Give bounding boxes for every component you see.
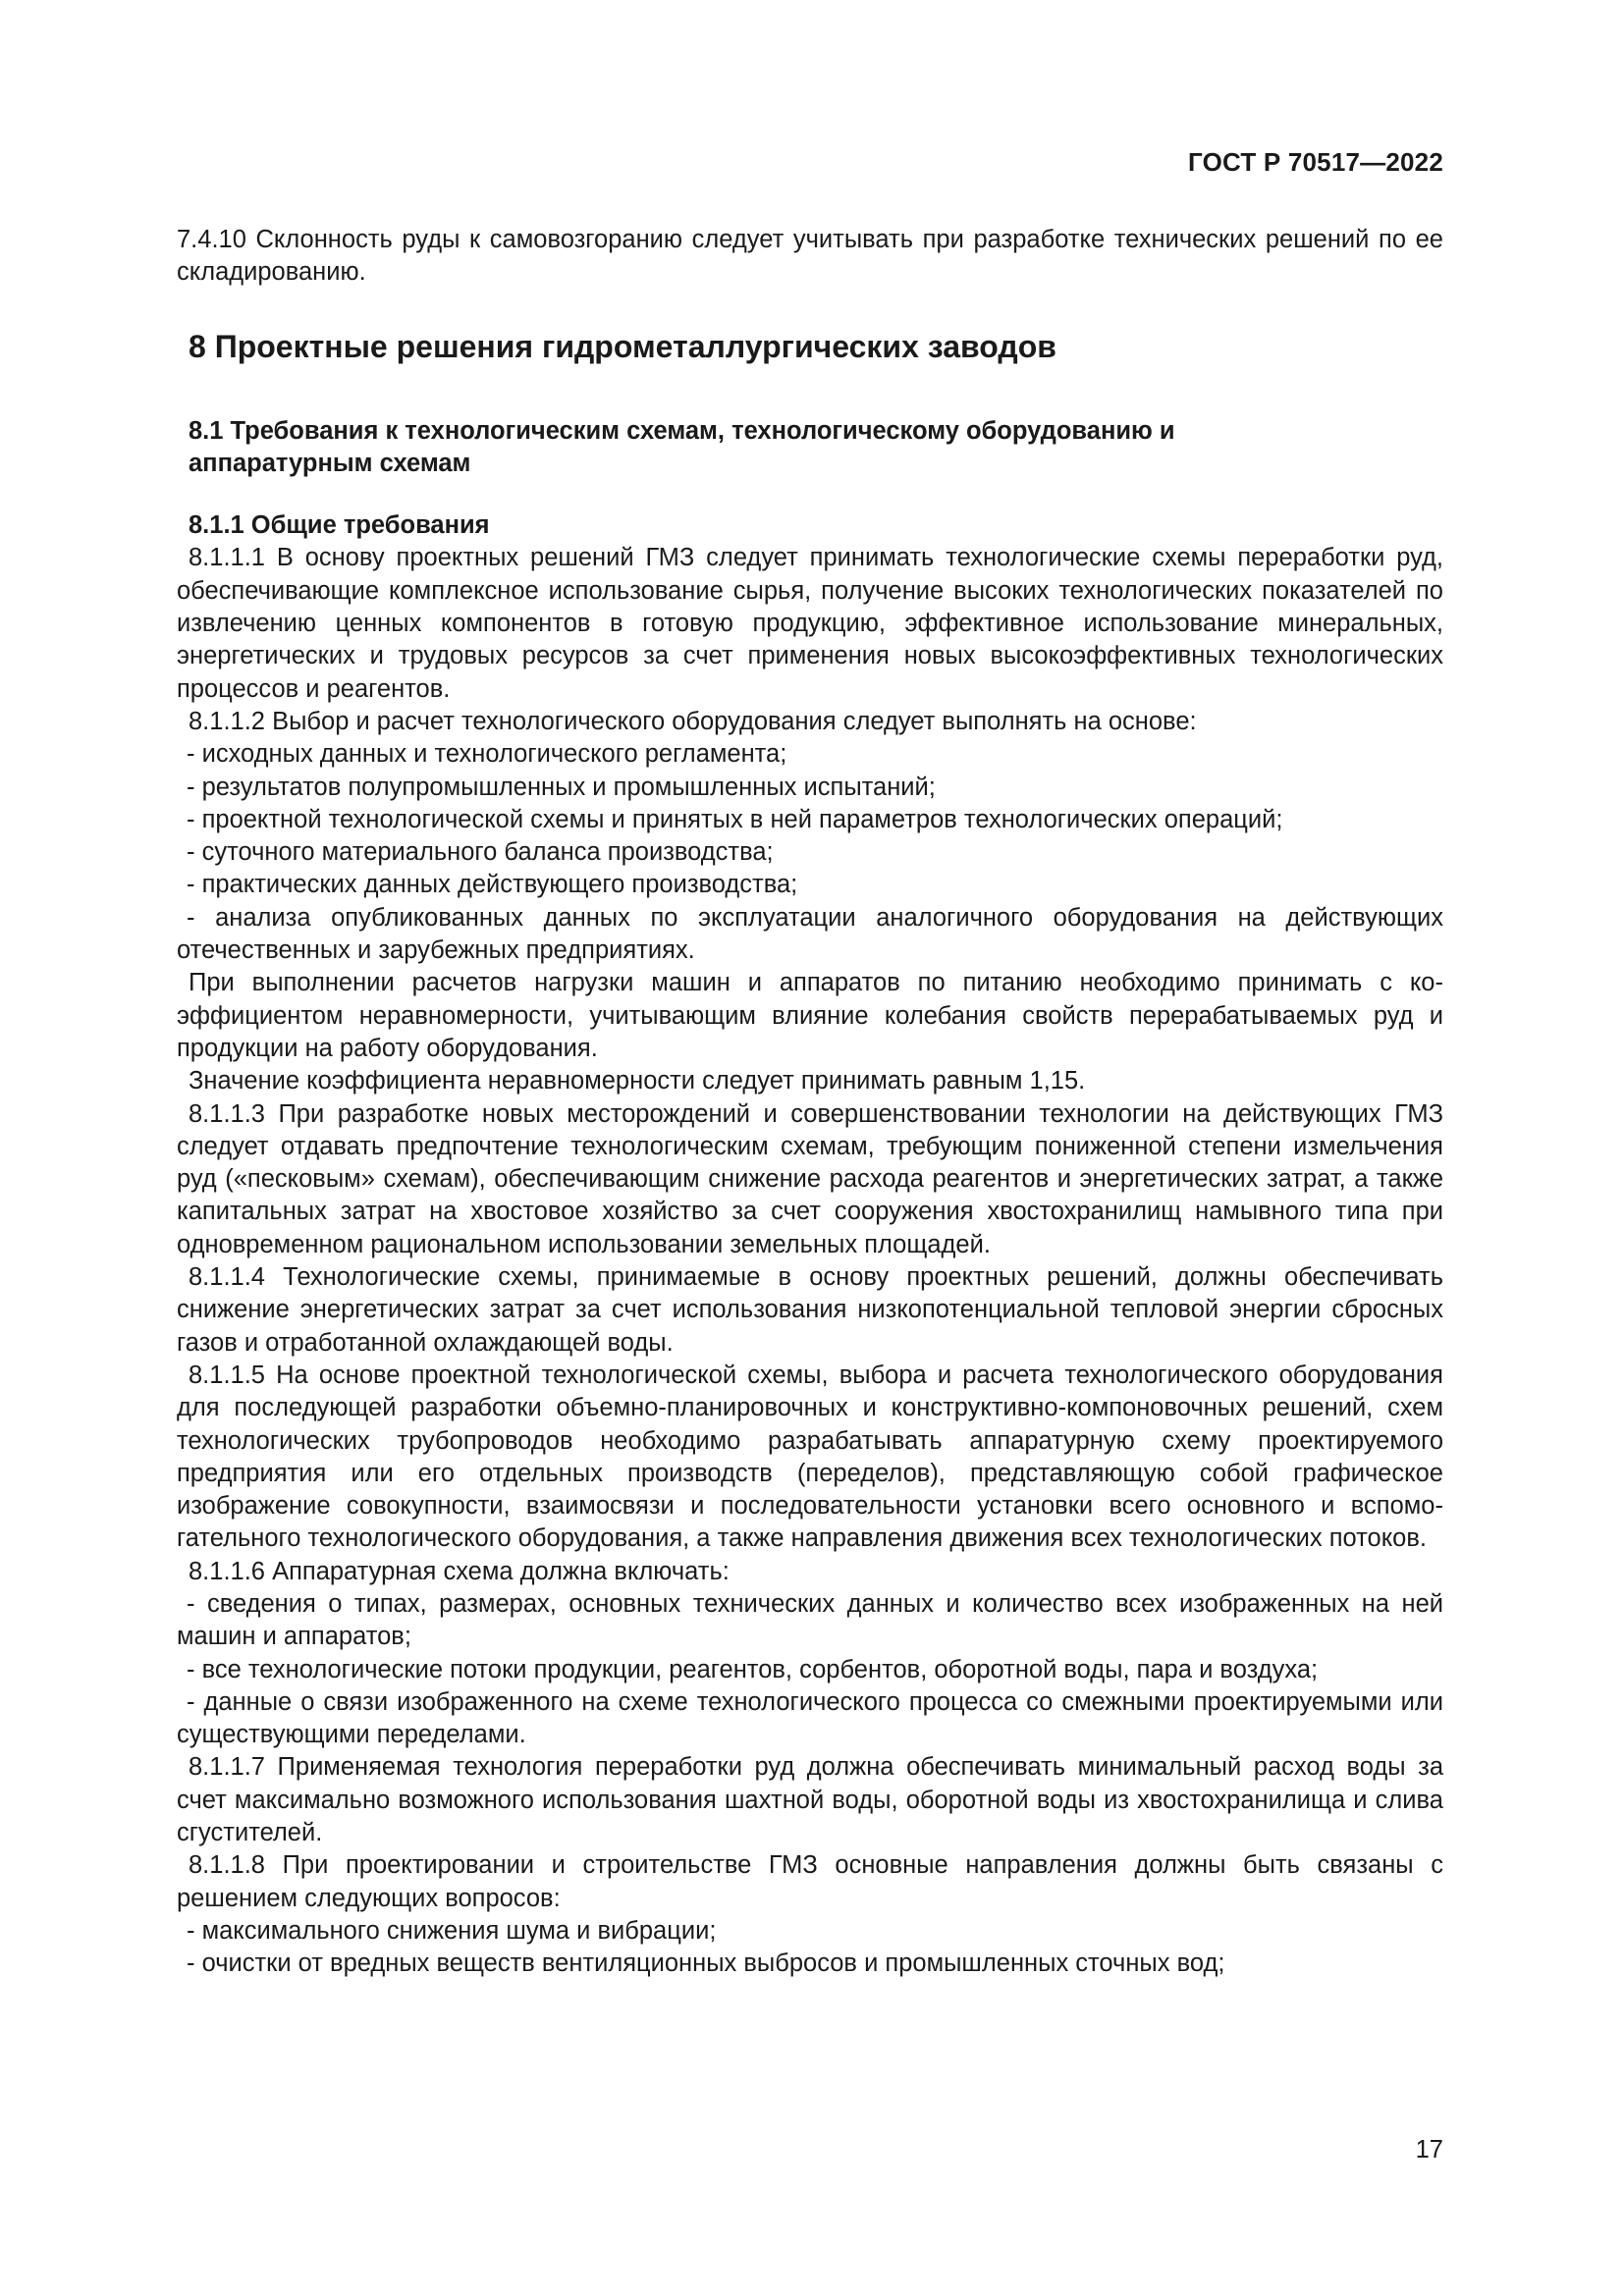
list-item: - исходных данных и технологического регламента; bbox=[187, 740, 787, 769]
list-item: - данные о связи изображенного на схеме технологического процесса со смежными проектируемыми или существующими переделами. bbox=[177, 1687, 1443, 1749]
page-number: 17 bbox=[1415, 2136, 1443, 2163]
paragraph-8-1-1-2: 8.1.1.2 Выбор и расчет технологического оборудования следует выполнять на основе: bbox=[189, 707, 1197, 735]
section-8-1-1-heading: 8.1.1 Общие требования bbox=[189, 511, 490, 540]
paragraph-8-1-1-6: 8.1.1.6 Аппаратурная схема должна включать: bbox=[189, 1557, 730, 1585]
paragraph-8-1-1-8: 8.1.1.8 При проектировании и строительстве ГМЗ основные направления должны быть связаны с решением следующих вопросов: bbox=[177, 1851, 1443, 1912]
page-content bbox=[177, 224, 1443, 1981]
list-item: - максимального снижения шума и вибрации; bbox=[187, 1916, 717, 1945]
paragraph-8-1-1-5: 8.1.1.5 На основе проектной технологической схемы, выбора и расчета технологического оборудования для последующей разработки объемно-планировочных и конструктивно-компоновочных решений, схем технологических трубопроводов необходимо разрабатывать аппаратурную схему проектируемого предприятия или его отдельных производств (переделов), представляющую собой графическое изображение совокупности, взаимосвязи и последовательности установки всего основного и вспомогательного технологического оборудования, а также направления движения всех технологических потоков. bbox=[177, 1361, 1443, 1553]
paragraph-load-calculation: При выполнении расчетов нагрузки машин и аппаратов по питанию необходимо принимать с коэффициентом неравномерности, учитывающим влияние колебания свойств перерабатываемых руд и продукции на работу оборудования. bbox=[177, 969, 1443, 1062]
section-8-1-heading: 8.1 Требования к технологическим схемам, технологическому оборудованию и аппаратурным схемам bbox=[189, 416, 1175, 477]
list-item: - анализа опубликованных данных по эксплуатации аналогичного оборудования на действующих отечественных и зарубежных предприятиях. bbox=[177, 903, 1443, 965]
list-item: - практических данных действующего производства; bbox=[187, 871, 798, 899]
paragraph-8-1-1-4: 8.1.1.4 Технологические схемы, принимаемые в основу проектных решений, должны обеспечивать снижение энергетических затрат за счет использования низкопотенциальной тепловой энергии сбросных газов и отработанной охлаждающей воды. bbox=[177, 1263, 1443, 1357]
list-item: - суточного материального баланса производства; bbox=[187, 838, 774, 867]
list-item: - все технологические потоки продукции, реагентов, сорбентов, оборотной воды, пара и воздуха; bbox=[187, 1655, 1319, 1683]
paragraph-8-1-1-7: 8.1.1.7 Применяемая технология переработки руд должна обеспечивать минимальный расход воды за счет максимально возможного использования шахтной воды, оборотной воды из хвостохранилища и слива сгустителей. bbox=[177, 1753, 1443, 1847]
list-item: - сведения о типах, размерах, основных технических данных и количество всех изображенных на ней машин и аппаратов; bbox=[177, 1589, 1443, 1651]
list-item: - очистки от вредных веществ вентиляционных выбросов и промышленных сточных вод; bbox=[187, 1949, 1225, 1978]
section-8-heading: 8 Проектные решения гидрометаллургических заводов bbox=[189, 328, 1056, 364]
paragraph-7-4-10: 7.4.10 Склонность руды к самовозгоранию следует учитывать при разработке технических решений по ее складированию. bbox=[177, 226, 1443, 287]
paragraph-coefficient: Значение коэффициента неравномерности следует принимать равным 1,15. bbox=[189, 1067, 1086, 1095]
list-item: - проектной технологической схемы и принятых в ней параметров технологических операций; bbox=[187, 805, 1283, 833]
list-item: - результатов полупромышленных и промышленных испытаний; bbox=[187, 773, 936, 801]
document-code: ГОСТ Р 70517—2022 bbox=[1188, 147, 1443, 177]
paragraph-8-1-1-3: 8.1.1.3 При разработке новых месторождений и совершенствовании технологии на действующих ГМЗ следует отдавать предпочтение технологическим схемам, требующим пониженной степени измельчения руд («песковым» схемам), обеспечивающим снижение расхода реагентов и энергетических затрат, а также капитальных затрат на хвостовое хозяйство за счет сооружения хвостохранилищ намывного типа при одновременном рациональном использовании земельных площадей. bbox=[177, 1099, 1443, 1258]
paragraph-8-1-1-1: 8.1.1.1 В основу проектных решений ГМЗ следует принимать технологические схемы переработки руд, обеспечивающие комплексное использование сырья, получение высоких технологических показателей по извлечению ценных компонентов в готовую продукцию, эффективное использование минеральных, энергетических и трудовых ресурсов за счет применения новых высокоэффективных технологических процессов и реагентов. bbox=[177, 544, 1443, 703]
